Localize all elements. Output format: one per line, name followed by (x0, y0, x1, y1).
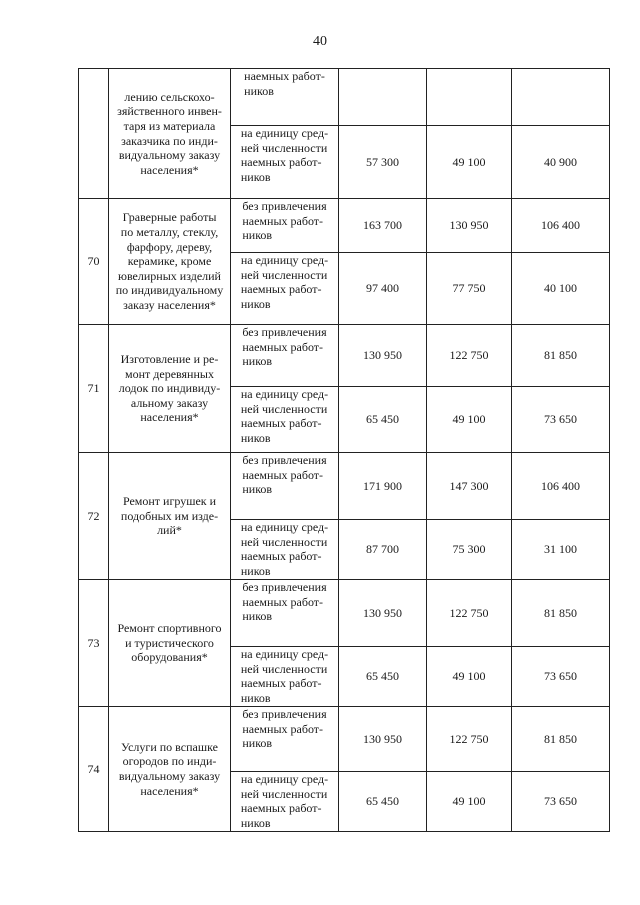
condition-cell (231, 453, 339, 520)
value-cell-v1: 130 950 (339, 325, 427, 387)
value-cell-v1 (339, 69, 427, 126)
condition-text: на единицу сред- ней численности наемных работ- ников (240, 253, 329, 311)
value-cell-v2: 122 750 (427, 580, 512, 647)
value-cell-v3: 40 100 (512, 253, 610, 325)
value-cell-v1: 171 900 (339, 453, 427, 520)
fee-table (78, 68, 610, 832)
table-row (79, 325, 610, 387)
condition-cell (231, 647, 339, 707)
value-cell-v2 (427, 69, 512, 126)
condition-text: на единицу сред- ней численности наемных работ- ников (240, 647, 329, 705)
value-cell-v1: 65 450 (339, 387, 427, 453)
condition-cell (231, 707, 339, 772)
condition-cell (231, 325, 339, 387)
value-cell-v3: 106 400 (512, 199, 610, 253)
row-number: 71 (79, 325, 109, 453)
condition-text: без привлечения наемных работ- ников (242, 707, 327, 751)
value-cell-v2: 122 750 (427, 707, 512, 772)
row-number: 70 (79, 199, 109, 325)
value-cell-v2: 77 750 (427, 253, 512, 325)
value-cell-v1: 130 950 (339, 580, 427, 647)
activity-cell (109, 707, 231, 832)
activity-cell (109, 199, 231, 325)
row-number: 72 (79, 453, 109, 580)
value-cell-v1: 87 700 (339, 520, 427, 580)
condition-cell (231, 387, 339, 453)
value-cell-v3: 106 400 (512, 453, 610, 520)
value-cell-v2: 49 100 (427, 387, 512, 453)
activity-cell (109, 69, 231, 199)
row-number (79, 69, 109, 199)
value-cell-v3 (512, 69, 610, 126)
condition-text: без привлечения наемных работ- ников (242, 580, 327, 624)
condition-cell (231, 772, 339, 832)
condition-cell (231, 69, 339, 126)
page-number: 40 (313, 34, 327, 49)
condition-cell (231, 199, 339, 253)
value-cell-v2: 122 750 (427, 325, 512, 387)
value-cell-v3: 31 100 (512, 520, 610, 580)
activity-text: Ремонт спортивного и туристического оборудования* (117, 621, 222, 665)
condition-cell (231, 253, 339, 325)
value-cell-v2: 49 100 (427, 126, 512, 199)
value-cell-v1: 97 400 (339, 253, 427, 325)
value-cell-v3: 73 650 (512, 772, 610, 832)
table-row (79, 69, 610, 126)
fee-table-body (79, 69, 610, 832)
condition-text: без привлечения наемных работ- ников (242, 453, 327, 497)
activity-text: Ремонт игрушек и подобных им изде- лий* (120, 494, 219, 538)
activity-cell (109, 325, 231, 453)
condition-text: на единицу сред- ней численности наемных работ- ников (240, 772, 329, 830)
value-cell-v1: 65 450 (339, 647, 427, 707)
value-cell-v2: 130 950 (427, 199, 512, 253)
table-row (79, 580, 610, 647)
condition-text: наемных работ- ников (244, 69, 325, 98)
condition-cell (231, 126, 339, 199)
value-cell-v3: 81 850 (512, 325, 610, 387)
condition-text: без привлечения наемных работ- ников (242, 199, 327, 243)
value-cell-v3: 81 850 (512, 580, 610, 647)
activity-text: Граверные работы по металлу, стеклу, фарфору, дереву, керамике, кроме ювелирных изделий по индивидуальному заказу населения* (115, 210, 224, 313)
value-cell-v2: 49 100 (427, 647, 512, 707)
row-number: 73 (79, 580, 109, 707)
value-cell-v1: 130 950 (339, 707, 427, 772)
value-cell-v1: 65 450 (339, 772, 427, 832)
condition-text: на единицу сред- ней численности наемных работ- ников (240, 387, 329, 445)
table-row (79, 199, 610, 253)
value-cell-v1: 57 300 (339, 126, 427, 199)
value-cell-v3: 73 650 (512, 387, 610, 453)
activity-text: лению сельскохо- зяйственного инвен- таря из материала заказчика по инди- видуальному заказу населения* (117, 89, 222, 177)
condition-text: на единицу сред- ней численности наемных работ- ников (240, 520, 329, 578)
value-cell-v3: 40 900 (512, 126, 610, 199)
value-cell-v2: 75 300 (427, 520, 512, 580)
row-number: 74 (79, 707, 109, 832)
value-cell-v2: 49 100 (427, 772, 512, 832)
table-row (79, 707, 610, 772)
condition-text: без привлечения наемных работ- ников (242, 325, 327, 369)
value-cell-v3: 81 850 (512, 707, 610, 772)
value-cell-v2: 147 300 (427, 453, 512, 520)
activity-cell (109, 453, 231, 580)
condition-cell (231, 580, 339, 647)
activity-text: Услуги по вспашке огородов по инди- видуальному заказу населения* (118, 739, 221, 798)
condition-cell (231, 520, 339, 580)
value-cell-v3: 73 650 (512, 647, 610, 707)
condition-text: на единицу сред- ней численности наемных работ- ников (240, 126, 329, 184)
activity-text: Изготовление и ре- монт деревянных лодок по индивиду- альному заказу населения* (118, 351, 221, 425)
value-cell-v1: 163 700 (339, 199, 427, 253)
activity-cell (109, 580, 231, 707)
table-row (79, 453, 610, 520)
